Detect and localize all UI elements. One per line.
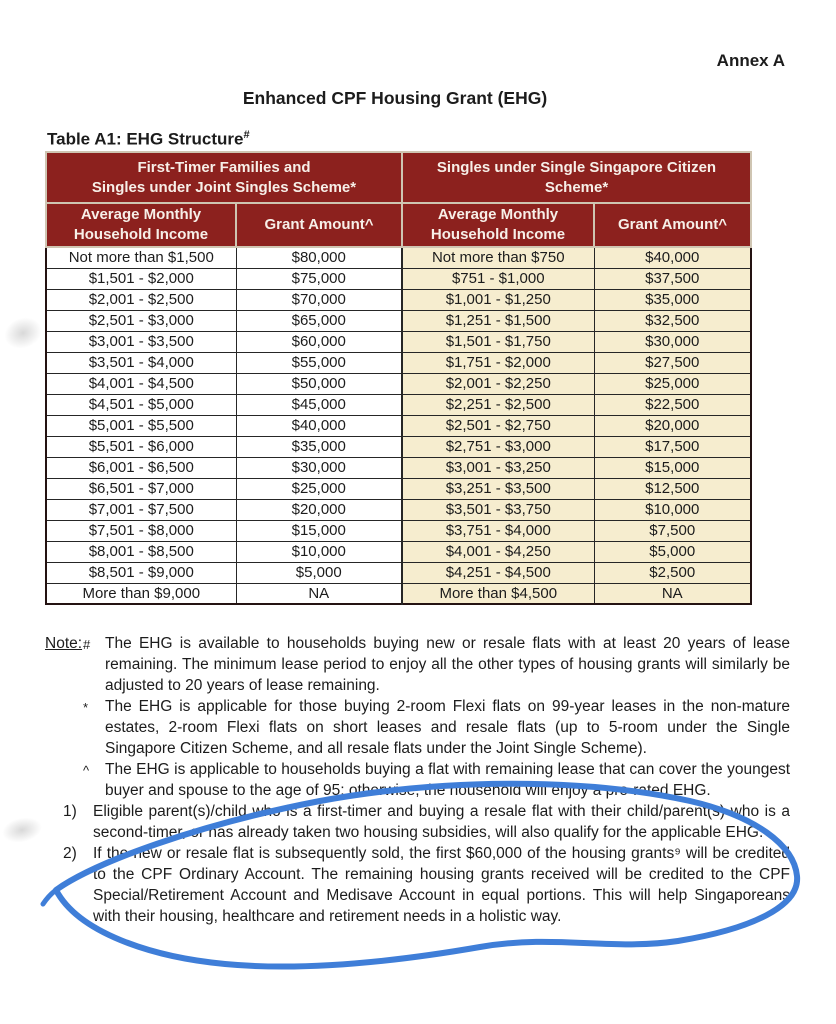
page-title: Enhanced CPF Housing Grant (EHG) bbox=[242, 88, 548, 108]
income-range-cell: $7,501 - $8,000 bbox=[46, 520, 236, 541]
col-header-income-left: Average Monthly Household Income bbox=[46, 203, 236, 247]
grant-amount-cell: $35,000 bbox=[236, 436, 402, 457]
income-range-cell: $3,001 - $3,500 bbox=[46, 331, 236, 352]
income-range-cell: $751 - $1,000 bbox=[402, 268, 594, 289]
table-caption-text: Table A1: EHG Structure bbox=[47, 129, 244, 149]
grant-amount-cell: $32,500 bbox=[594, 310, 751, 331]
grant-amount-cell: $50,000 bbox=[236, 373, 402, 394]
ehg-structure-table bbox=[45, 151, 752, 605]
group-header-families bbox=[46, 152, 402, 203]
col-header-income-right: Average Monthly Household Income bbox=[402, 203, 594, 247]
grant-amount-cell: $37,500 bbox=[594, 268, 751, 289]
income-range-cell: $3,001 - $3,250 bbox=[402, 457, 594, 478]
note-item bbox=[45, 801, 790, 843]
income-range-cell: Not more than $750 bbox=[402, 247, 594, 268]
grant-amount-cell: $15,000 bbox=[594, 457, 751, 478]
grant-amount-cell: $25,000 bbox=[236, 478, 402, 499]
table-row bbox=[46, 352, 751, 373]
grant-amount-cell: $5,000 bbox=[594, 541, 751, 562]
table-row bbox=[46, 310, 751, 331]
income-range-cell: Not more than $1,500 bbox=[46, 247, 236, 268]
income-range-cell: $8,501 - $9,000 bbox=[46, 562, 236, 583]
group-header-line: Scheme* bbox=[544, 178, 609, 196]
table-row bbox=[46, 520, 751, 541]
grant-amount-cell: $25,000 bbox=[594, 373, 751, 394]
note-marker: * bbox=[83, 700, 89, 715]
note-marker: ^ bbox=[83, 763, 90, 778]
income-range-cell: $2,751 - $3,000 bbox=[402, 436, 594, 457]
table-row bbox=[46, 436, 751, 457]
table-row bbox=[46, 268, 751, 289]
income-range-cell: $6,001 - $6,500 bbox=[46, 457, 236, 478]
grant-amount-cell: $15,000 bbox=[236, 520, 402, 541]
note-text: If the new or resale flat is subsequently sold, the first $60,000 of the housing grants⁹ will be credited to the CPF Ordinary Account. The remaining housing grants received will be credited to the CPF Special/Retirement Account and Medisave Account in equal portions. This will help Singaporeans with their housing, healthcare and retirement needs in a holistic way. bbox=[93, 845, 790, 925]
grant-amount-cell: $10,000 bbox=[236, 541, 402, 562]
grant-amount-cell: NA bbox=[594, 583, 751, 604]
table-row bbox=[46, 583, 751, 604]
income-range-cell: $1,501 - $1,750 bbox=[402, 331, 594, 352]
income-range-cell: More than $4,500 bbox=[402, 583, 594, 604]
income-range-cell: $8,001 - $8,500 bbox=[46, 541, 236, 562]
table-row bbox=[46, 457, 751, 478]
col-header-grant-left: Grant Amount^ bbox=[236, 203, 402, 247]
note-item bbox=[45, 633, 790, 696]
table-row bbox=[46, 499, 751, 520]
note-text: Eligible parent(s)/child who is a first-timer and buying a resale flat with their child/parent(s) who is a second-timer, or has already taken two housing subsidies, will also qualify for the applicable EHG. bbox=[93, 803, 790, 841]
table-row bbox=[46, 394, 751, 415]
table-body bbox=[46, 247, 751, 604]
table-row bbox=[46, 247, 751, 268]
table-row bbox=[46, 478, 751, 499]
income-range-cell: $1,251 - $1,500 bbox=[402, 310, 594, 331]
income-range-cell: $3,251 - $3,500 bbox=[402, 478, 594, 499]
grant-amount-cell: $80,000 bbox=[236, 247, 402, 268]
income-range-cell: $3,501 - $4,000 bbox=[46, 352, 236, 373]
note-item bbox=[45, 759, 790, 801]
income-range-cell: $3,501 - $3,750 bbox=[402, 499, 594, 520]
income-range-cell: $5,501 - $6,000 bbox=[46, 436, 236, 457]
grant-amount-cell: $30,000 bbox=[236, 457, 402, 478]
note-marker: # bbox=[83, 637, 91, 652]
income-range-cell: $2,001 - $2,250 bbox=[402, 373, 594, 394]
table-row bbox=[46, 373, 751, 394]
note-text: The EHG is available to households buying new or resale flats with at least 20 years of lease remaining. The minimum lease period to enjoy all the other types of housing grants will similarly be adjusted to 20 years of lease remaining. bbox=[105, 635, 790, 694]
grant-amount-cell: $45,000 bbox=[236, 394, 402, 415]
group-header-row bbox=[46, 152, 751, 203]
income-range-cell: $4,501 - $5,000 bbox=[46, 394, 236, 415]
grant-amount-cell: NA bbox=[236, 583, 402, 604]
grant-amount-cell: $40,000 bbox=[594, 247, 751, 268]
grant-amount-cell: $12,500 bbox=[594, 478, 751, 499]
grant-amount-cell: $60,000 bbox=[236, 331, 402, 352]
table-caption-superscript: # bbox=[243, 129, 250, 141]
group-header-line: First-Timer Families and bbox=[137, 158, 311, 176]
scan-artifact bbox=[0, 814, 44, 846]
table-row bbox=[46, 541, 751, 562]
income-range-cell: $2,001 - $2,500 bbox=[46, 289, 236, 310]
grant-amount-cell: $5,000 bbox=[236, 562, 402, 583]
income-range-cell: $4,251 - $4,500 bbox=[402, 562, 594, 583]
col-header-grant-right: Grant Amount^ bbox=[594, 203, 751, 247]
group-header-singles bbox=[402, 152, 751, 203]
note-item bbox=[45, 843, 790, 927]
income-range-cell: More than $9,000 bbox=[46, 583, 236, 604]
grant-amount-cell: $20,000 bbox=[594, 415, 751, 436]
notes-section bbox=[45, 633, 790, 927]
table-row bbox=[46, 331, 751, 352]
grant-amount-cell: $55,000 bbox=[236, 352, 402, 373]
note-marker: 2) bbox=[63, 845, 77, 862]
note-marker: 1) bbox=[63, 803, 77, 820]
grant-amount-cell: $10,000 bbox=[594, 499, 751, 520]
group-header-line: Singles under Single Singapore Citizen bbox=[436, 158, 717, 176]
grant-amount-cell: $40,000 bbox=[236, 415, 402, 436]
grant-amount-cell: $30,000 bbox=[594, 331, 751, 352]
grant-amount-cell: $20,000 bbox=[236, 499, 402, 520]
income-range-cell: $1,501 - $2,000 bbox=[46, 268, 236, 289]
grant-amount-cell: $35,000 bbox=[594, 289, 751, 310]
income-range-cell: $6,501 - $7,000 bbox=[46, 478, 236, 499]
annex-label: Annex A bbox=[716, 51, 785, 70]
notes-list bbox=[45, 633, 790, 927]
note-label: Note: bbox=[45, 635, 83, 652]
income-range-cell: $3,751 - $4,000 bbox=[402, 520, 594, 541]
grant-amount-cell: $22,500 bbox=[594, 394, 751, 415]
note-item bbox=[45, 696, 790, 759]
income-range-cell: $1,751 - $2,000 bbox=[402, 352, 594, 373]
table-caption bbox=[47, 129, 250, 150]
grant-amount-cell: $7,500 bbox=[594, 520, 751, 541]
income-range-cell: $1,001 - $1,250 bbox=[402, 289, 594, 310]
income-range-cell: $5,001 - $5,500 bbox=[46, 415, 236, 436]
grant-amount-cell: $2,500 bbox=[594, 562, 751, 583]
column-header-row bbox=[46, 203, 751, 247]
note-text: The EHG is applicable to households buying a flat with remaining lease that can cover the youngest buyer and spouse to the age of 95; otherwise, the household will enjoy a pro-rated EHG. bbox=[105, 761, 790, 799]
income-range-cell: $2,251 - $2,500 bbox=[402, 394, 594, 415]
table-row bbox=[46, 289, 751, 310]
grant-amount-cell: $27,500 bbox=[594, 352, 751, 373]
income-range-cell: $7,001 - $7,500 bbox=[46, 499, 236, 520]
income-range-cell: $4,001 - $4,250 bbox=[402, 541, 594, 562]
table-row bbox=[46, 562, 751, 583]
grant-amount-cell: $17,500 bbox=[594, 436, 751, 457]
grant-amount-cell: $70,000 bbox=[236, 289, 402, 310]
note-text: The EHG is applicable for those buying 2-room Flexi flats on 99-year leases in the non-mature estates, 2-room Flexi flats on short leases and resale flats (up to 5-room under the Single Singapore Citizen Scheme, and all resale flats under the Joint Single Scheme). bbox=[105, 698, 790, 757]
income-range-cell: $2,501 - $3,000 bbox=[46, 310, 236, 331]
group-header-line: Singles under Joint Singles Scheme* bbox=[91, 178, 357, 196]
grant-amount-cell: $65,000 bbox=[236, 310, 402, 331]
grant-amount-cell: $75,000 bbox=[236, 268, 402, 289]
income-range-cell: $4,001 - $4,500 bbox=[46, 373, 236, 394]
scan-artifact bbox=[0, 312, 46, 353]
table-row bbox=[46, 415, 751, 436]
income-range-cell: $2,501 - $2,750 bbox=[402, 415, 594, 436]
